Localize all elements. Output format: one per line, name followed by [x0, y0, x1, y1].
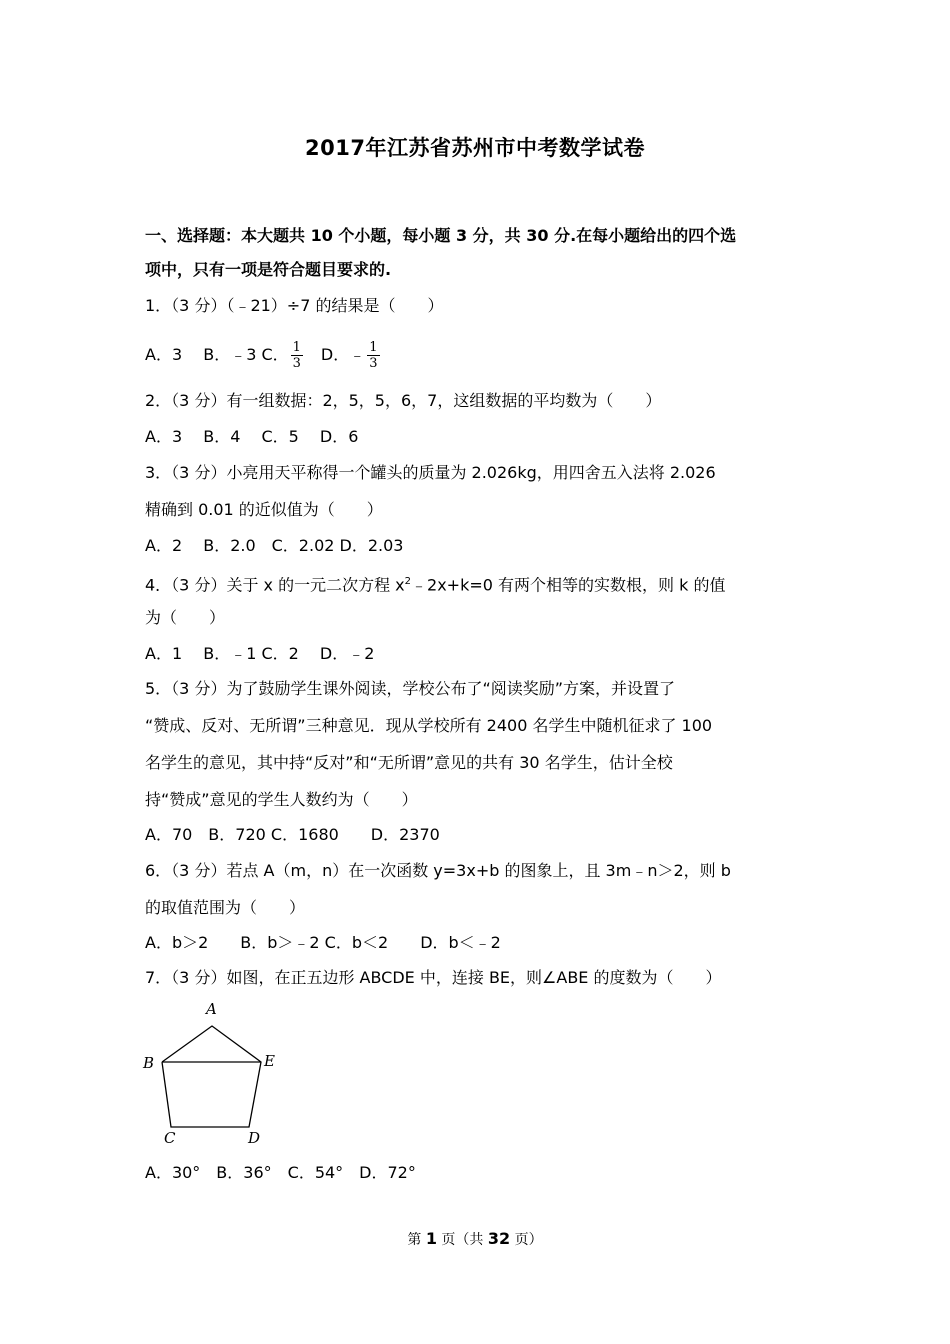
vertex-label-b: B [143, 1054, 155, 1072]
fraction-numerator: 1 [369, 340, 378, 355]
q2-stem: 2．（3 分）有一组数据：2，5，5，6，7，这组数据的平均数为（ ） [145, 391, 662, 410]
q4-stem-line2: 为（ ） [145, 608, 226, 627]
q2-options: A．3 B．4 C．5 D．6 [145, 427, 359, 446]
q1-options [145, 338, 815, 372]
vertex-label-d: D [248, 1129, 261, 1147]
q5-stem-line4: 持“赞成”意见的学生人数约为（ ） [145, 790, 418, 809]
q1-option-c-fraction [291, 340, 303, 371]
q7-stem: 7．（3 分）如图，在正五边形 ABCDE 中，连接 BE，则∠ABE 的度数为（ ） [145, 968, 722, 987]
q6-stem-line1: 6．（3 分）若点 A（m，n）在一次函数 y=3x+b 的图象上，且 3m﹣n＞2，则 b [145, 861, 731, 880]
page-title: 2017年江苏省苏州市中考数学试卷 [305, 136, 645, 160]
q6-stem-line2: 的取值范围为（ ） [145, 898, 306, 917]
q1-options-ab: A．3 B．﹣3 C． [145, 345, 289, 364]
q4-superscript: 2 [404, 576, 412, 587]
footer-page-number: 1 [425, 1229, 437, 1248]
section-header-line2: 项中，只有一项是符合题目要求的. [145, 260, 392, 279]
q6-options: A．b＞2 B．b＞﹣2 C．b＜2 D．b＜﹣2 [145, 933, 501, 952]
vertex-label-a: A [206, 1000, 217, 1018]
q4-options: A．1 B．﹣1 C．2 D．﹣2 [145, 644, 375, 663]
pentagon-figure [140, 998, 290, 1148]
q4-stem-pre: 4．（3 分）关于 x 的一元二次方程 x [145, 575, 405, 595]
q4-stem-line1 [145, 570, 815, 597]
page-footer [0, 1229, 950, 1249]
footer-middle: 页（共 [436, 1232, 488, 1248]
q3-stem-line1: 3．（3 分）小亮用天平称得一个罐头的质量为 2.026kg，用四舍五入法将 2.026 [145, 463, 716, 482]
q5-options: A．70 B．720 C．1680 D．2370 [145, 825, 440, 844]
footer-total-pages: 32 [487, 1229, 511, 1248]
q1-stem: 1．（3 分）（﹣21）÷7 的结果是（ ） [145, 296, 444, 315]
q7-options: A．30° B．36° C．54° D．72° [145, 1163, 416, 1182]
q4-stem-post: ﹣2x+k=0 有两个相等的实数根，则 k 的值 [411, 575, 726, 595]
q1-option-d-prefix: D．﹣ [304, 345, 366, 364]
section-header-line1: 一、选择题：本大题共 10 个小题，每小题 3 分，共 30 分.在每小题给出的四个选 [145, 226, 737, 245]
q5-stem-line3: 名学生的意见，其中持“反对”和“无所谓”意见的共有 30 名学生，估计全校 [145, 753, 673, 772]
vertex-label-c: C [164, 1129, 176, 1147]
q5-stem-line2: “赞成、反对、无所谓”三种意见．现从学校所有 2400 名学生中随机征求了 100 [145, 716, 713, 735]
fraction-denominator: 3 [292, 356, 301, 371]
q3-stem-line2: 精确到 0.01 的近似值为（ ） [145, 500, 383, 519]
footer-prefix: 第 [407, 1232, 426, 1248]
q3-options: A．2 B．2.0 C．2.02 D．2.03 [145, 536, 404, 555]
q1-option-d-fraction [367, 340, 379, 371]
fraction-numerator: 1 [292, 340, 301, 355]
vertex-label-e: E [264, 1052, 275, 1070]
footer-suffix: 页） [510, 1232, 543, 1248]
fraction-denominator: 3 [369, 356, 378, 371]
q5-stem-line1: 5．（3 分）为了鼓励学生课外阅读，学校公布了“阅读奖励”方案，并设置了 [145, 679, 676, 698]
pentagon-outline [162, 1026, 261, 1127]
